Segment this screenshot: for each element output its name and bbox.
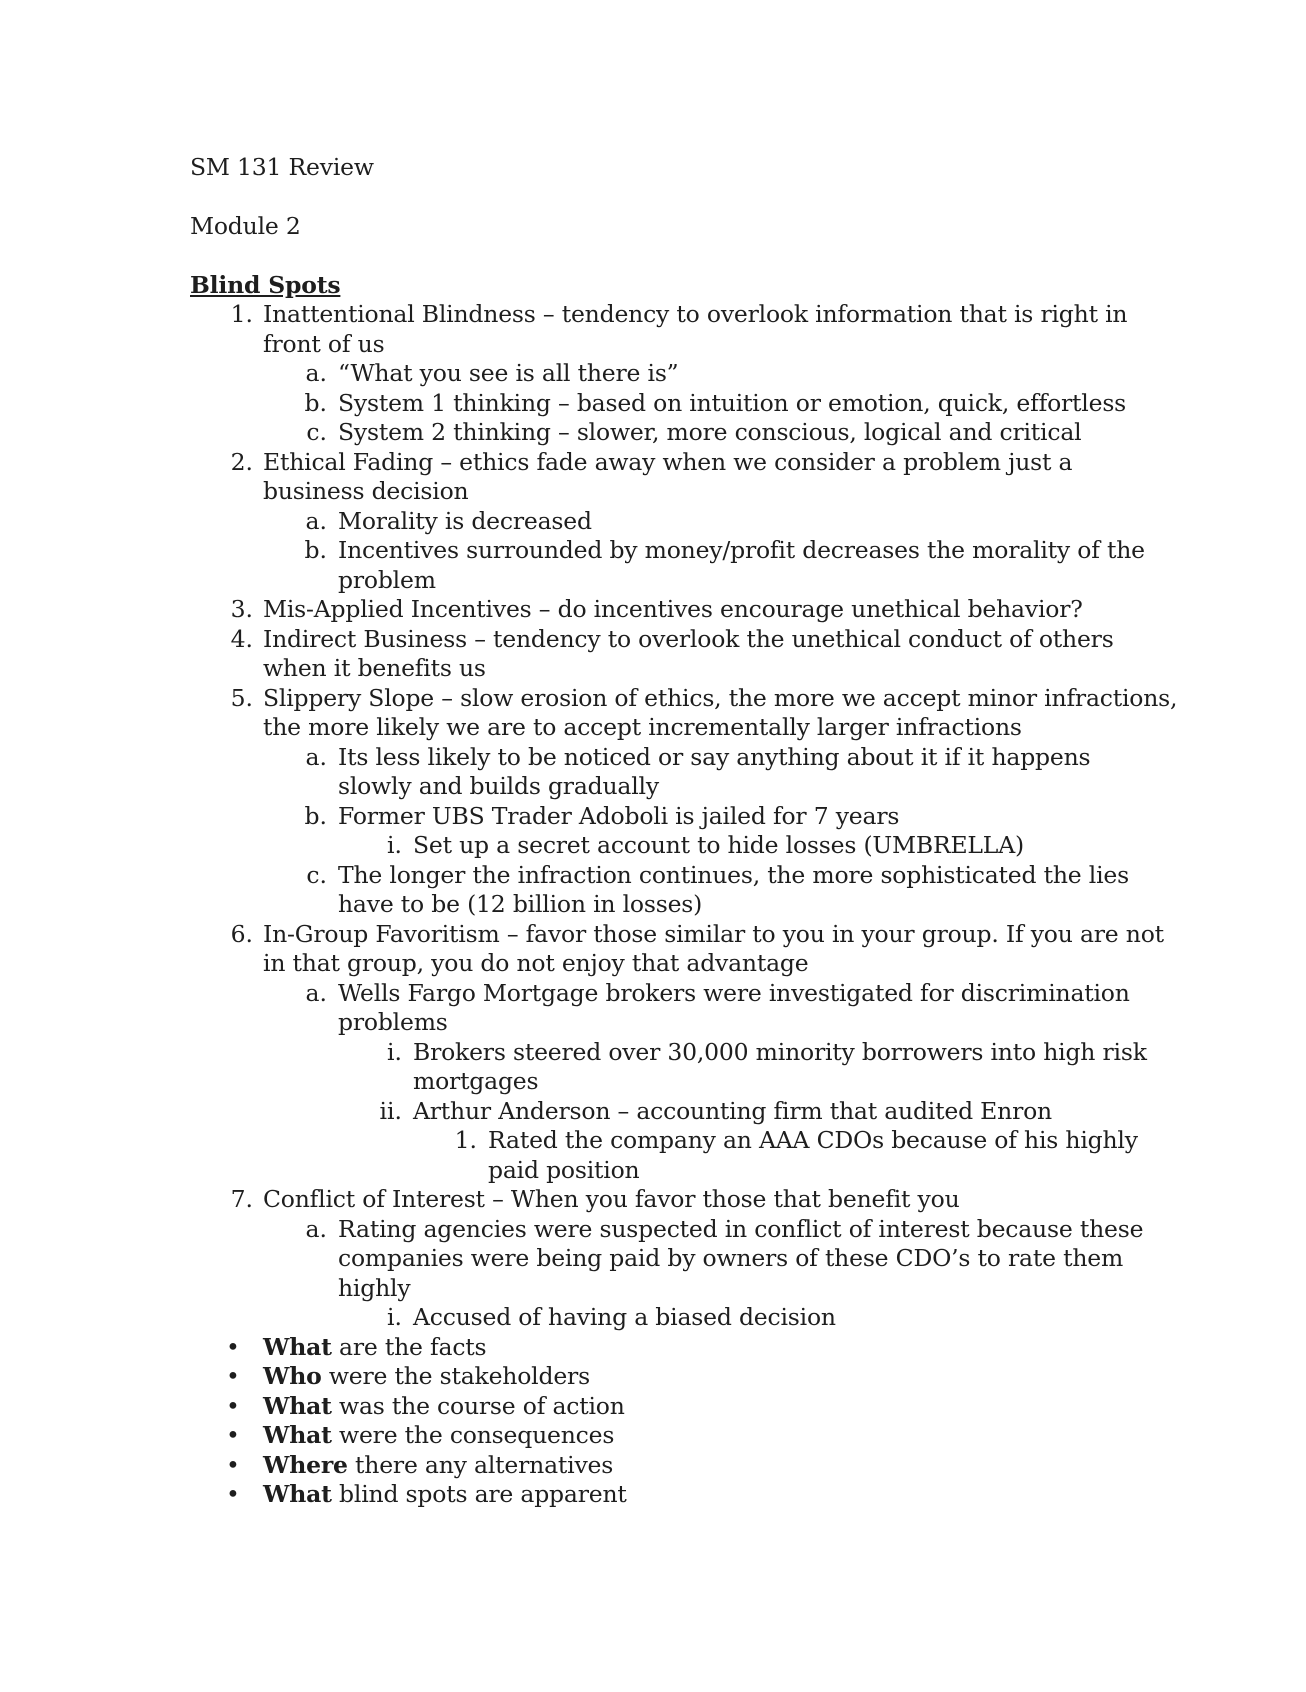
bullet-item [263, 1479, 627, 1509]
bullet-keyword: Who [263, 1362, 322, 1390]
bullet-item [263, 1450, 613, 1480]
list-item-text: Mis-Applied Incentives – do incentives encourage unethical behavior? [263, 595, 1083, 623]
list-item-text: Incentives surrounded by money/profit decreases the morality of the [338, 536, 1145, 564]
list-item-text: Morality is decreased [338, 506, 592, 535]
list-marker: 7. [230, 1185, 253, 1213]
list-item-text: front of us [263, 329, 385, 358]
list-item-text: The longer the infraction continues, the more sophisticated the lies [338, 860, 1129, 889]
bullet-keyword: What [263, 1421, 332, 1449]
bullet-icon: • [226, 1362, 240, 1390]
list-item-text: “What you see is all there is” [338, 359, 679, 387]
bullet-icon: • [226, 1450, 240, 1479]
list-item-text: In-Group Favoritism – favor those similar to you in your group. If you are not [263, 919, 1164, 948]
list-item-text: the more likely we are to accept incrementally larger infractions [263, 713, 1022, 741]
list-item-text: Rating agencies were suspected in conflict of interest because these [338, 1214, 1144, 1243]
bullet-text: there any alternatives [347, 1450, 614, 1479]
bullet-text: was the course of action [331, 1391, 625, 1420]
bullet-keyword: What [263, 1391, 332, 1420]
list-item-text: Set up a secret account to hide losses (UMBRELLA) [413, 831, 1024, 859]
list-marker: i. [387, 1303, 402, 1331]
bullet-icon: • [226, 1480, 240, 1508]
list-item-text: Wells Fargo Mortgage brokers were investigated for discrimination [338, 978, 1130, 1007]
section-heading: Blind Spots [190, 271, 341, 299]
list-item-text: business decision [263, 477, 469, 505]
list-item-text: Accused of having a biased decision [413, 1303, 836, 1331]
list-item-text: Former UBS Trader Adoboli is jailed for 7 years [338, 801, 900, 830]
list-item-text: have to be (12 billion in losses) [338, 890, 703, 918]
list-item-text: highly [338, 1273, 411, 1302]
list-item-text: in that group, you do not enjoy that advantage [263, 949, 809, 977]
bullet-icon: • [226, 1332, 240, 1361]
list-item-text: when it benefits us [263, 654, 486, 682]
list-item-text: Inattentional Blindness – tendency to overlook information that is right in [263, 300, 1128, 328]
list-item-text: problems [338, 1008, 448, 1036]
bullet-text: are the facts [331, 1332, 487, 1361]
list-item-text: companies were being paid by owners of these CDO’s to rate them [338, 1244, 1124, 1272]
bullet-icon: • [226, 1421, 240, 1449]
list-marker: b. [304, 388, 327, 417]
module-label: Module 2 [190, 212, 301, 240]
list-marker: ii. [379, 1096, 402, 1125]
list-marker: i. [387, 831, 402, 859]
list-marker: 1. [454, 1126, 477, 1154]
bullet-text: were the consequences [331, 1421, 615, 1449]
list-marker: b. [304, 801, 327, 830]
list-item-text: System 2 thinking – slower, more conscious, logical and critical [338, 418, 1082, 446]
list-marker: 2. [230, 447, 253, 476]
list-item-text: Arthur Anderson – accounting firm that audited Enron [413, 1096, 1052, 1125]
list-item-text: problem [338, 565, 436, 594]
list-item-text: Slippery Slope – slow erosion of ethics, the more we accept minor infractions, [263, 683, 1178, 712]
list-item-text: Brokers steered over 30,000 minority borrowers into high risk [413, 1037, 1147, 1066]
list-marker: a. [305, 506, 327, 535]
list-marker: a. [305, 1214, 327, 1243]
list-item-text: Its less likely to be noticed or say anything about it if it happens [338, 742, 1091, 771]
list-item-text: mortgages [413, 1067, 539, 1095]
bullet-item [263, 1391, 625, 1421]
bullet-icon: • [226, 1391, 240, 1420]
list-item-text: Rated the company an AAA CDOs because of his highly [488, 1126, 1138, 1154]
list-item-text: Ethical Fading – ethics fade away when we consider a problem just a [263, 447, 1073, 476]
bullet-item [263, 1332, 486, 1362]
list-item-text: System 1 thinking – based on intuition or emotion, quick, effortless [338, 388, 1127, 417]
list-marker: c. [306, 860, 327, 889]
list-item-text: slowly and builds gradually [338, 772, 659, 800]
bullet-keyword: What [263, 1480, 332, 1508]
list-item-text: Conflict of Interest – When you favor those that benefit you [263, 1185, 960, 1213]
list-marker: b. [304, 536, 327, 564]
list-marker: i. [387, 1037, 402, 1066]
bullet-text: were the stakeholders [321, 1362, 590, 1390]
bullet-keyword: Where [263, 1450, 348, 1479]
list-item-text: Indirect Business – tendency to overlook the unethical conduct of others [263, 624, 1114, 653]
document-title: SM 131 Review [190, 153, 374, 181]
list-marker: 3. [230, 595, 253, 623]
list-item-text: paid position [488, 1155, 640, 1184]
bullet-text: blind spots are apparent [331, 1480, 627, 1508]
list-marker: 1. [230, 300, 253, 328]
list-marker: 4. [230, 624, 253, 653]
bullet-item [263, 1361, 590, 1391]
bullet-keyword: What [263, 1332, 332, 1361]
list-marker: a. [305, 978, 327, 1007]
list-marker: 6. [230, 919, 253, 948]
list-marker: c. [306, 418, 327, 446]
bullet-item [263, 1420, 614, 1450]
list-marker: 5. [230, 683, 253, 712]
list-marker: a. [305, 359, 327, 387]
list-marker: a. [305, 742, 327, 771]
